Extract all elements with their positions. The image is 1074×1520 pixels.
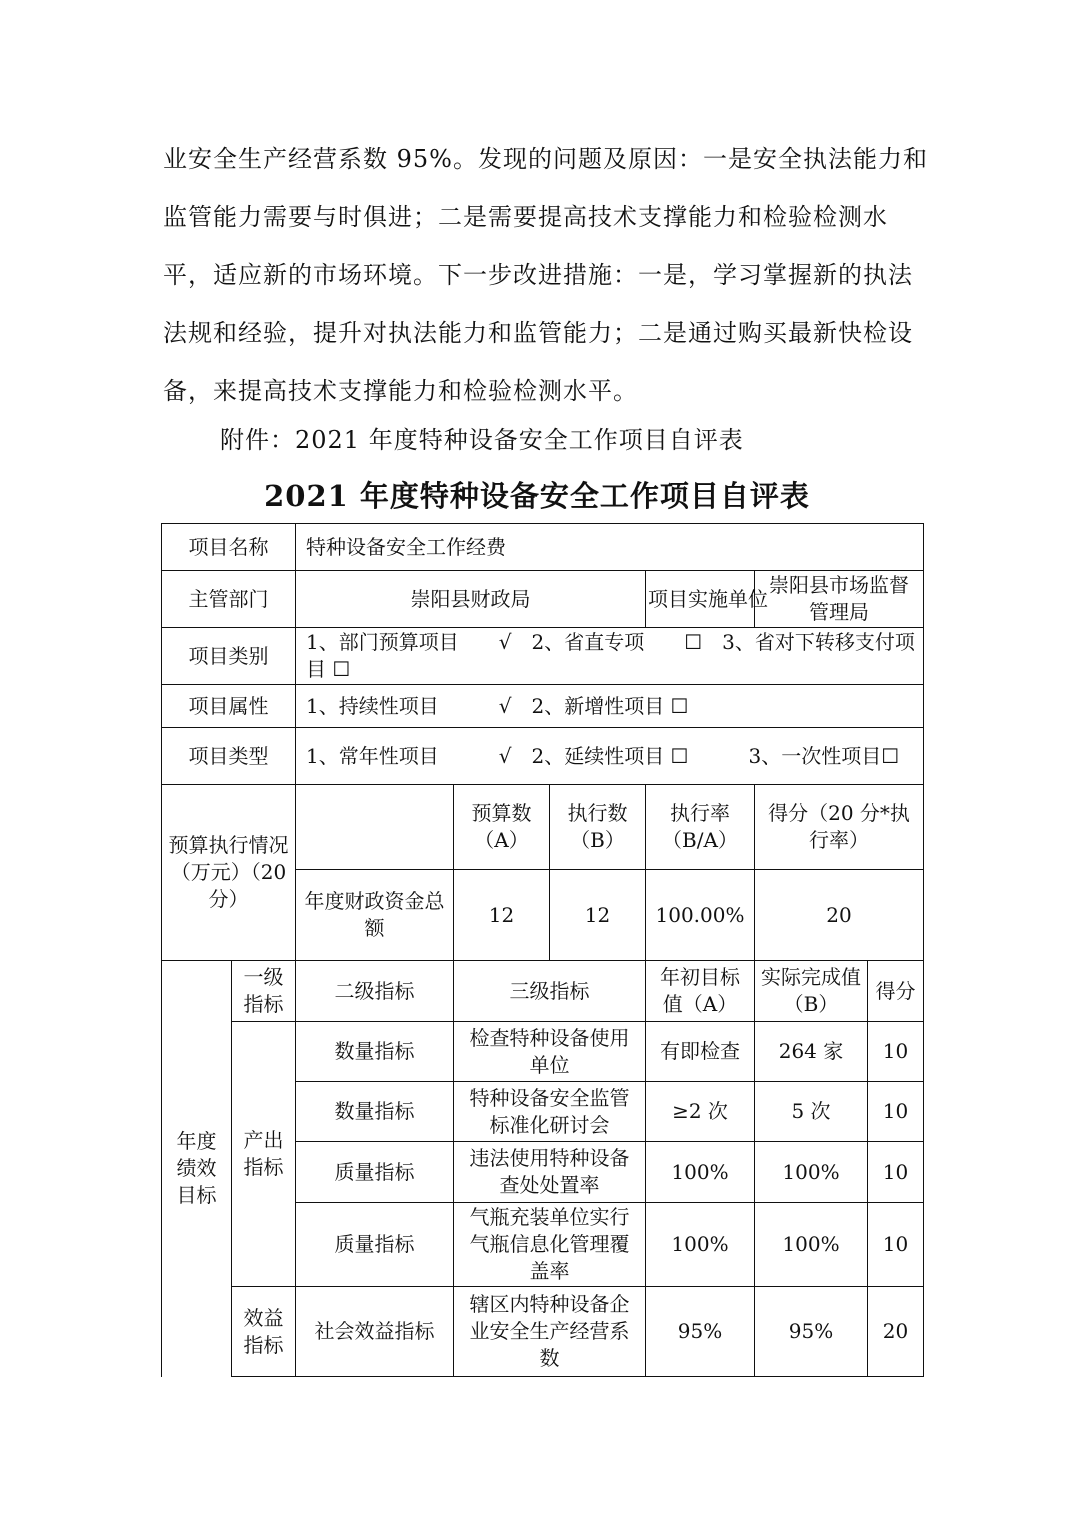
perf-header-level1: 一级指标 xyxy=(232,961,296,1022)
perf-target: 100% xyxy=(646,1142,755,1203)
perf-actual: 5 次 xyxy=(755,1082,868,1142)
row-department xyxy=(162,571,924,628)
table-row xyxy=(162,1022,924,1082)
perf-actual: 95% xyxy=(755,1287,868,1377)
attribute-value: 1、持续性项目 √ 2、新增性项目 ☐ xyxy=(296,685,924,728)
attachment-note: 附件：2021 年度特种设备安全工作项目自评表 xyxy=(220,426,744,454)
type-value: 1、常年性项目 √ 2、延续性项目 ☐ 3、一次性项目☐ xyxy=(296,728,924,785)
perf-level3: 气瓶充装单位实行气瓶信息化管理覆盖率 xyxy=(454,1203,646,1287)
category-value: 1、部门预算项目 √ 2、省直专项 ☐ 3、省对下转移支付项目 ☐ xyxy=(296,628,924,685)
dept-value: 崇阳县财政局 xyxy=(296,571,646,628)
perf-header-target: 年初目标值（A） xyxy=(646,961,755,1022)
perf-target: 有即检查 xyxy=(646,1022,755,1082)
body-line: 平，适应新的市场环境。下一步改进措施：一是，学习掌握新的执法 xyxy=(163,261,913,289)
body-line: 业安全生产经营系数 95%。发现的问题及原因：一是安全执法能力和 xyxy=(163,145,928,173)
row-attribute xyxy=(162,685,924,728)
category-label: 项目类别 xyxy=(162,628,296,685)
perf-level3: 辖区内特种设备企业安全生产经营系数 xyxy=(454,1287,646,1377)
perf-header-score: 得分 xyxy=(868,961,924,1022)
budget-row-a: 12 xyxy=(454,870,550,961)
perf-score: 10 xyxy=(868,1022,924,1082)
budget-label: 预算执行情况（万元）（20 分） xyxy=(162,785,296,961)
body-line: 监管能力需要与时俱进；二是需要提高技术支撑能力和检验检测水 xyxy=(163,203,888,231)
perf-score: 10 xyxy=(868,1203,924,1287)
perf-header-actual: 实际完成值（B） xyxy=(755,961,868,1022)
budget-header-score: 得分（20 分*执行率） xyxy=(755,785,924,870)
row-type xyxy=(162,728,924,785)
output-label: 产出指标 xyxy=(232,1022,296,1287)
perf-level2: 数量指标 xyxy=(296,1022,454,1082)
row-budget-header xyxy=(162,785,924,870)
budget-row-label: 年度财政资金总额 xyxy=(296,870,454,961)
project-name-value: 特种设备安全工作经费 xyxy=(296,524,924,571)
dept-label: 主管部门 xyxy=(162,571,296,628)
perf-score: 20 xyxy=(868,1287,924,1377)
table-title: 2021 年度特种设备安全工作项目自评表 xyxy=(264,479,810,513)
budget-row-b: 12 xyxy=(550,870,646,961)
row-project-name xyxy=(162,524,924,571)
perf-actual: 100% xyxy=(755,1142,868,1203)
perf-level3: 检查特种设备使用单位 xyxy=(454,1022,646,1082)
perf-level2: 质量指标 xyxy=(296,1142,454,1203)
perf-level2: 数量指标 xyxy=(296,1082,454,1142)
budget-header-rate: 执行率（B/A） xyxy=(646,785,755,870)
perf-label: 年度绩效目标 xyxy=(162,961,232,1377)
type-label: 项目类型 xyxy=(162,728,296,785)
benefit-label: 效益指标 xyxy=(232,1287,296,1377)
perf-score: 10 xyxy=(868,1142,924,1203)
perf-target: ≥2 次 xyxy=(646,1082,755,1142)
perf-level2: 质量指标 xyxy=(296,1203,454,1287)
row-category xyxy=(162,628,924,685)
perf-actual: 264 家 xyxy=(755,1022,868,1082)
body-line: 法规和经验，提升对执法能力和监管能力；二是通过购买最新快检设 xyxy=(163,319,913,347)
body-line: 备，来提高技术支撑能力和检验检测水平。 xyxy=(163,377,638,405)
evaluation-table xyxy=(161,523,924,1377)
attribute-label: 项目属性 xyxy=(162,685,296,728)
budget-header-blank xyxy=(296,785,454,870)
unit-value: 崇阳县市场监督管理局 xyxy=(755,571,924,628)
perf-score: 10 xyxy=(868,1082,924,1142)
budget-header-a: 预算数（A） xyxy=(454,785,550,870)
perf-target: 100% xyxy=(646,1203,755,1287)
budget-row-rate: 100.00% xyxy=(646,870,755,961)
body-text xyxy=(163,130,928,420)
perf-level3: 违法使用特种设备查处处置率 xyxy=(454,1142,646,1203)
perf-level2: 社会效益指标 xyxy=(296,1287,454,1377)
perf-level3: 特种设备安全监管标准化研讨会 xyxy=(454,1082,646,1142)
perf-header-level2: 二级指标 xyxy=(296,961,454,1022)
budget-row-score: 20 xyxy=(755,870,924,961)
unit-label: 项目实施单位 xyxy=(646,571,755,628)
perf-target: 95% xyxy=(646,1287,755,1377)
budget-header-b: 执行数（B） xyxy=(550,785,646,870)
row-perf-header xyxy=(162,961,924,1022)
project-name-label: 项目名称 xyxy=(162,524,296,571)
perf-header-level3: 三级指标 xyxy=(454,961,646,1022)
perf-actual: 100% xyxy=(755,1203,868,1287)
table-row xyxy=(162,1287,924,1377)
